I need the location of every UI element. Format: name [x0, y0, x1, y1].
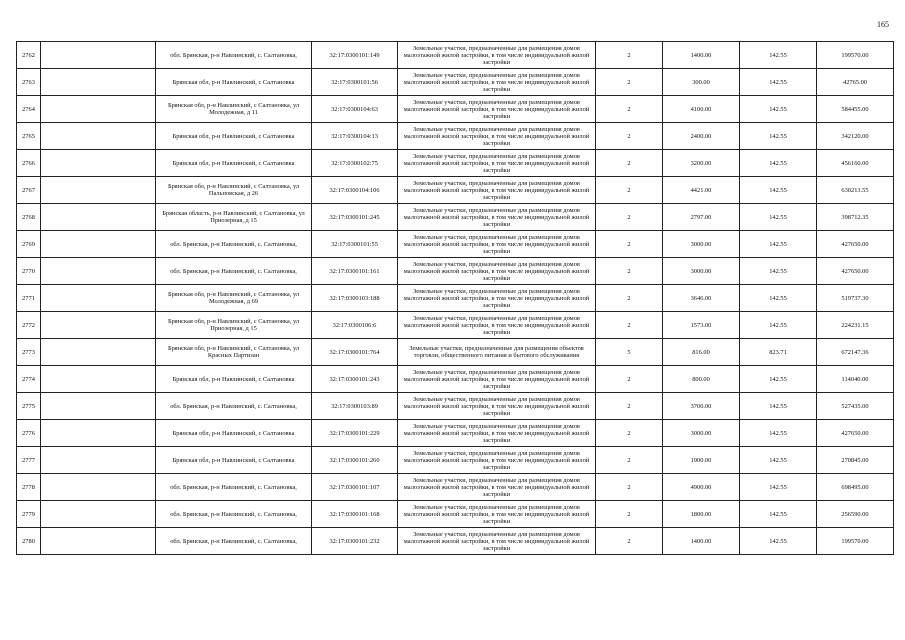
cadastral-number-cell: 32:17:0300101:161	[312, 258, 398, 285]
cadastral-number-cell: 32:17:0300102:75	[312, 150, 398, 177]
cadastral-number-cell: 32:17:0300101:232	[312, 528, 398, 555]
address-cell: Брянская обл, р-н Навлинский, с Салтановка	[156, 420, 312, 447]
cadastral-number-cell: 32:17:0300101:107	[312, 474, 398, 501]
rate-cell: 142.55	[740, 69, 817, 96]
table-row	[17, 420, 894, 447]
table-row	[17, 501, 894, 528]
rate-cell: 142.55	[740, 123, 817, 150]
cadastral-value-cell: 427650.00	[817, 231, 894, 258]
land-use-cell: Земельные участки, предназначенные для размещения домов малоэтажной жилой застройки, в том числе индивидуальной жилой застройки	[398, 393, 596, 420]
cadastral-number-cell: 32:17:0300103:89	[312, 393, 398, 420]
use-code-cell: 2	[596, 420, 663, 447]
blank-cell	[41, 393, 156, 420]
address-cell: Брянская обл, р-н Навлинский, с Салтановка	[156, 150, 312, 177]
area-cell: 1800.00	[663, 501, 740, 528]
row-number: 2769	[17, 231, 41, 258]
cadastral-number-cell: 32:17:0300101:260	[312, 447, 398, 474]
address-cell: обл. Брянская, р-н Навлинский, с. Салтановка,	[156, 393, 312, 420]
land-use-cell: Земельные участки, предназначенные для размещения домов малоэтажной жилой застройки, в том числе индивидуальной жилой застройки	[398, 96, 596, 123]
cadastral-value-cell: 398712.35	[817, 204, 894, 231]
area-cell: 3700.00	[663, 393, 740, 420]
table-row	[17, 528, 894, 555]
table-row	[17, 42, 894, 69]
row-number: 2773	[17, 339, 41, 366]
row-number: 2762	[17, 42, 41, 69]
cadastral-value-cell: 630213.55	[817, 177, 894, 204]
rate-cell: 142.55	[740, 393, 817, 420]
blank-cell	[41, 69, 156, 96]
land-use-cell: Земельные участки, предназначенные для размещения домов малоэтажной жилой застройки, в том числе индивидуальной жилой застройки	[398, 285, 596, 312]
address-cell: Брянская обл, р-н Навлинский, с Салтановка, ул Пальповская, д 26	[156, 177, 312, 204]
address-cell: обл. Брянская, р-н Навлинский, с. Салтановка,	[156, 231, 312, 258]
address-cell: обл. Брянская, р-н Навлинский, с. Салтановка,	[156, 258, 312, 285]
blank-cell	[41, 42, 156, 69]
address-cell: Брянская обл, р-н Навлинский, с Салтановка	[156, 366, 312, 393]
blank-cell	[41, 177, 156, 204]
table-row	[17, 69, 894, 96]
land-use-cell: Земельные участки, предназначенные для размещения домов малоэтажной жилой застройки, в том числе индивидуальной жилой застройки	[398, 69, 596, 96]
rate-cell: 142.55	[740, 312, 817, 339]
row-number: 2763	[17, 69, 41, 96]
address-cell: обл. Брянская, р-н Навлинский, с. Салтановка,	[156, 501, 312, 528]
address-cell: Брянская обл, р-н Навлинский, с Салтановка	[156, 123, 312, 150]
cadastral-number-cell: 32:17:0300101:229	[312, 420, 398, 447]
cadastral-value-cell: 519737.30	[817, 285, 894, 312]
land-use-cell: Земельные участки, предназначенные для размещения домов малоэтажной жилой застройки, в том числе индивидуальной жилой застройки	[398, 231, 596, 258]
table-row	[17, 285, 894, 312]
table-row	[17, 393, 894, 420]
rate-cell: 142.55	[740, 447, 817, 474]
cadastral-number-cell: 32:17:0300104:13	[312, 123, 398, 150]
land-use-cell: Земельные участки, предназначенные для размещения домов малоэтажной жилой застройки, в том числе индивидуальной жилой застройки	[398, 420, 596, 447]
blank-cell	[41, 420, 156, 447]
table-row	[17, 177, 894, 204]
cadastral-number-cell: 32:17:0300104:106	[312, 177, 398, 204]
cadastral-value-cell: 342120.00	[817, 123, 894, 150]
row-number: 2780	[17, 528, 41, 555]
land-use-cell: Земельные участки, предназначенные для размещения домов малоэтажной жилой застройки, в том числе индивидуальной жилой застройки	[398, 150, 596, 177]
area-cell: 1400.00	[663, 42, 740, 69]
blank-cell	[41, 285, 156, 312]
row-number: 2774	[17, 366, 41, 393]
table-row	[17, 231, 894, 258]
cadastral-value-cell: 199570.00	[817, 528, 894, 555]
table-row	[17, 474, 894, 501]
table-row	[17, 339, 894, 366]
area-cell: 1400.00	[663, 528, 740, 555]
cadastral-value-cell: 427650.00	[817, 420, 894, 447]
area-cell: 816.00	[663, 339, 740, 366]
address-cell: обл. Брянская, р-н Навлинский, с. Салтановка,	[156, 528, 312, 555]
rate-cell: 142.55	[740, 231, 817, 258]
cadastral-number-cell: 32:17:0300103:188	[312, 285, 398, 312]
cadastral-value-cell: 584455.00	[817, 96, 894, 123]
use-code-cell: 2	[596, 96, 663, 123]
row-number: 2772	[17, 312, 41, 339]
cadastral-value-cell: 42765.00	[817, 69, 894, 96]
use-code-cell: 2	[596, 150, 663, 177]
use-code-cell: 2	[596, 69, 663, 96]
page-number: 165	[877, 20, 889, 29]
use-code-cell: 5	[596, 339, 663, 366]
blank-cell	[41, 96, 156, 123]
land-use-cell: Земельные участки, предназначенные для размещения домов малоэтажной жилой застройки, в том числе индивидуальной жилой застройки	[398, 258, 596, 285]
blank-cell	[41, 258, 156, 285]
rate-cell: 142.55	[740, 258, 817, 285]
table-row	[17, 123, 894, 150]
cadastral-value-cell: 672147.36	[817, 339, 894, 366]
land-use-cell: Земельные участки, предназначенные для размещения домов малоэтажной жилой застройки, в том числе индивидуальной жилой застройки	[398, 447, 596, 474]
area-cell: 4900.00	[663, 474, 740, 501]
blank-cell	[41, 474, 156, 501]
row-number: 2776	[17, 420, 41, 447]
area-cell: 3000.00	[663, 231, 740, 258]
cadastral-value-cell: 199570.00	[817, 42, 894, 69]
address-cell: Брянская обл, р-н Навлинский, с Салтановка	[156, 69, 312, 96]
cadastral-value-cell: 270845.00	[817, 447, 894, 474]
area-cell: 2797.00	[663, 204, 740, 231]
area-cell: 3000.00	[663, 420, 740, 447]
row-number: 2778	[17, 474, 41, 501]
table-row	[17, 312, 894, 339]
row-number: 2779	[17, 501, 41, 528]
row-number: 2766	[17, 150, 41, 177]
rate-cell: 142.55	[740, 501, 817, 528]
address-cell: Брянская обл, р-н Навлинский, с Салтановка	[156, 447, 312, 474]
blank-cell	[41, 366, 156, 393]
cadastral-value-cell: 224231.15	[817, 312, 894, 339]
blank-cell	[41, 501, 156, 528]
blank-cell	[41, 150, 156, 177]
blank-cell	[41, 123, 156, 150]
blank-cell	[41, 231, 156, 258]
cadastral-number-cell: 32:17:0300101:56	[312, 69, 398, 96]
rate-cell: 142.55	[740, 204, 817, 231]
cadastral-value-cell: 427650.00	[817, 258, 894, 285]
address-cell: Брянская обл, р-н Навлинский, с Салтановка, ул Красных Партизан	[156, 339, 312, 366]
use-code-cell: 2	[596, 393, 663, 420]
rate-cell: 142.55	[740, 420, 817, 447]
land-use-cell: Земельные участки, предназначенные для размещения домов малоэтажной жилой застройки, в том числе индивидуальной жилой застройки	[398, 204, 596, 231]
row-number: 2770	[17, 258, 41, 285]
cadastral-value-cell: 698495.00	[817, 474, 894, 501]
land-use-cell: Земельные участки, предназначенные для размещения домов малоэтажной жилой застройки, в том числе индивидуальной жилой застройки	[398, 312, 596, 339]
blank-cell	[41, 528, 156, 555]
blank-cell	[41, 339, 156, 366]
blank-cell	[41, 447, 156, 474]
area-cell: 4421.00	[663, 177, 740, 204]
area-cell: 3646.00	[663, 285, 740, 312]
use-code-cell: 2	[596, 42, 663, 69]
address-cell: обл. Брянская, р-н Навлинский, с. Салтановка,	[156, 42, 312, 69]
address-cell: Брянская обл, р-н Навлинский, с Салтановка, ул Молодежная, д 69	[156, 285, 312, 312]
area-cell: 3200.00	[663, 150, 740, 177]
cadastral-number-cell: 32:17:0300101:764	[312, 339, 398, 366]
area-cell: 2400.00	[663, 123, 740, 150]
use-code-cell: 2	[596, 123, 663, 150]
use-code-cell: 2	[596, 177, 663, 204]
use-code-cell: 2	[596, 474, 663, 501]
rate-cell: 142.55	[740, 177, 817, 204]
row-number: 2775	[17, 393, 41, 420]
land-use-cell: Земельные участки, предназначенные для размещения домов малоэтажной жилой застройки, в том числе индивидуальной жилой застройки	[398, 474, 596, 501]
use-code-cell: 2	[596, 366, 663, 393]
row-number: 2764	[17, 96, 41, 123]
area-cell: 1900.00	[663, 447, 740, 474]
land-use-cell: Земельные участки, предназначенные для размещения домов малоэтажной жилой застройки, в том числе индивидуальной жилой застройки	[398, 528, 596, 555]
use-code-cell: 2	[596, 258, 663, 285]
table-row	[17, 366, 894, 393]
land-use-cell: Земельные участки, предназначенные для размещения домов малоэтажной жилой застройки, в том числе индивидуальной жилой застройки	[398, 366, 596, 393]
land-registry-table	[16, 41, 894, 555]
table-body	[17, 42, 894, 555]
rate-cell: 142.55	[740, 366, 817, 393]
use-code-cell: 2	[596, 204, 663, 231]
rate-cell: 142.55	[740, 42, 817, 69]
use-code-cell: 2	[596, 447, 663, 474]
address-cell: Брянская обл, р-н Навлинский, с Салтановка, ул Приозерная, д 15	[156, 312, 312, 339]
row-number: 2768	[17, 204, 41, 231]
use-code-cell: 2	[596, 231, 663, 258]
cadastral-value-cell: 527435.00	[817, 393, 894, 420]
cadastral-number-cell: 32:17:0300101:55	[312, 231, 398, 258]
area-cell: 800.00	[663, 366, 740, 393]
use-code-cell: 2	[596, 285, 663, 312]
area-cell: 3000.00	[663, 258, 740, 285]
blank-cell	[41, 312, 156, 339]
table-row	[17, 258, 894, 285]
blank-cell	[41, 204, 156, 231]
land-use-cell: Земельные участки, предназначенные для размещения домов малоэтажной жилой застройки, в том числе индивидуальной жилой застройки	[398, 123, 596, 150]
area-cell: 1573.00	[663, 312, 740, 339]
table-row	[17, 447, 894, 474]
row-number: 2777	[17, 447, 41, 474]
table-row	[17, 204, 894, 231]
land-use-cell: Земельные участки, предназначенные для размещения домов малоэтажной жилой застройки, в том числе индивидуальной жилой застройки	[398, 42, 596, 69]
land-use-cell: Земельные участки, предназначенные для размещения объектов торговли, общественного питания и бытового обслуживания	[398, 339, 596, 366]
rate-cell: 142.55	[740, 474, 817, 501]
cadastral-number-cell: 32:17:0300106:6	[312, 312, 398, 339]
use-code-cell: 2	[596, 312, 663, 339]
land-use-cell: Земельные участки, предназначенные для размещения домов малоэтажной жилой застройки, в том числе индивидуальной жилой застройки	[398, 177, 596, 204]
address-cell: Брянская область, р-н Навлинский, с Салтановка, ул Приозерная, д 15	[156, 204, 312, 231]
cadastral-number-cell: 32:17:0300101:245	[312, 204, 398, 231]
row-number: 2771	[17, 285, 41, 312]
row-number: 2767	[17, 177, 41, 204]
rate-cell: 142.55	[740, 528, 817, 555]
use-code-cell: 2	[596, 528, 663, 555]
address-cell: обл. Брянская, р-н Навлинский, с. Салтановка,	[156, 474, 312, 501]
area-cell: 300.00	[663, 69, 740, 96]
rate-cell: 142.55	[740, 150, 817, 177]
cadastral-value-cell: 456160.00	[817, 150, 894, 177]
land-use-cell: Земельные участки, предназначенные для размещения домов малоэтажной жилой застройки, в том числе индивидуальной жилой застройки	[398, 501, 596, 528]
cadastral-value-cell: 256590.00	[817, 501, 894, 528]
table-row	[17, 96, 894, 123]
use-code-cell: 2	[596, 501, 663, 528]
cadastral-number-cell: 32:17:0300101:149	[312, 42, 398, 69]
rate-cell: 823.71	[740, 339, 817, 366]
cadastral-number-cell: 32:17:0300101:243	[312, 366, 398, 393]
cadastral-number-cell: 32:17:0300101:168	[312, 501, 398, 528]
area-cell: 4100.00	[663, 96, 740, 123]
rate-cell: 142.55	[740, 285, 817, 312]
cadastral-value-cell: 114040.00	[817, 366, 894, 393]
cadastral-number-cell: 32:17:0300104:63	[312, 96, 398, 123]
address-cell: Брянская обл, р-н Навлинский, с Салтановка, ул Молодежная, д 11	[156, 96, 312, 123]
row-number: 2765	[17, 123, 41, 150]
table-row	[17, 150, 894, 177]
rate-cell: 142.55	[740, 96, 817, 123]
